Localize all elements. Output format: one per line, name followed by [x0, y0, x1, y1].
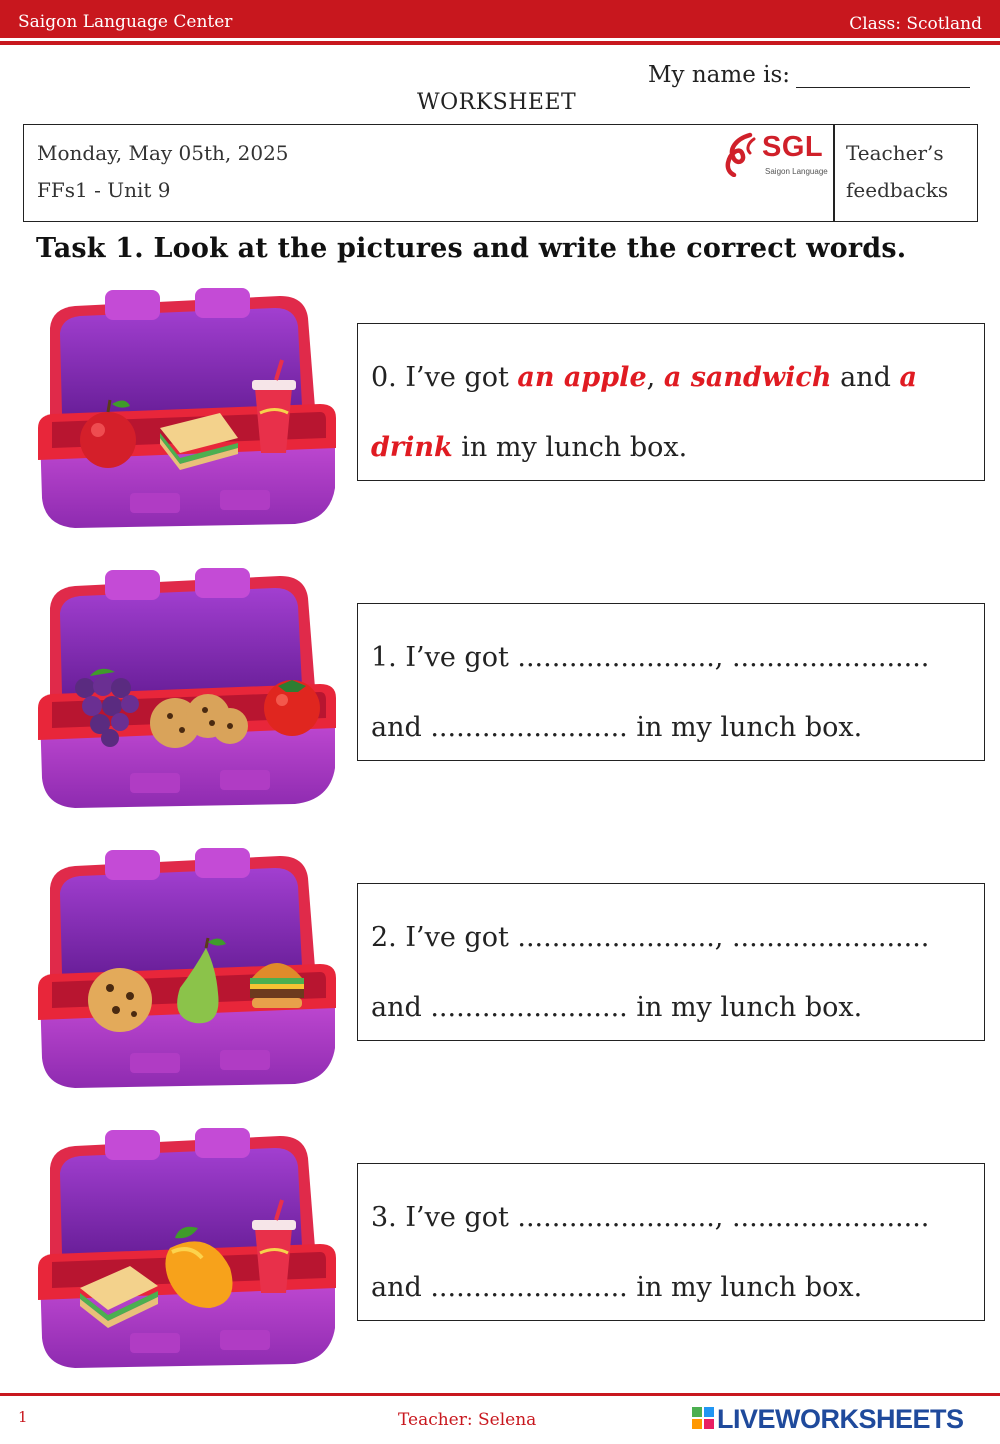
- sentence-line-1b[interactable]: and ....................... in my lunch box.: [371, 712, 863, 743]
- name-label: My name is:: [648, 62, 791, 88]
- cookie-icon: [88, 968, 152, 1032]
- liveworksheets-text: LIVEWORKSHEETS: [717, 1404, 964, 1434]
- date-text: Monday, May 05th, 2025: [37, 141, 289, 165]
- name-input-line[interactable]: [796, 64, 970, 88]
- answer-box-2: [357, 883, 985, 1041]
- name-field: [648, 62, 970, 88]
- connector: and: [840, 362, 891, 393]
- answer-box-0: [357, 323, 985, 481]
- unit-text: FFs1 - Unit 9: [37, 178, 171, 202]
- connector: in my lunch box.: [461, 432, 688, 463]
- task-title: Task 1. Look at the pictures and write the correct words.: [36, 233, 907, 264]
- answer-box-3: [357, 1163, 985, 1321]
- sgl-logo: [720, 129, 830, 177]
- center-name: Saigon Language Center: [18, 12, 233, 32]
- teacher-name: Teacher: Selena: [398, 1410, 537, 1430]
- header-divider: [0, 41, 1000, 45]
- sentence-line-0a: [371, 362, 917, 393]
- answer-word: an apple: [517, 362, 647, 393]
- sentence-line-2a: [371, 922, 929, 953]
- sentence-prefix: I’ve got: [405, 362, 509, 393]
- sentence-line-3a: [371, 1202, 929, 1233]
- class-label: Class: Scotland: [849, 14, 982, 34]
- page-number: 1: [18, 1408, 28, 1426]
- info-box: [23, 124, 978, 222]
- tomato-icon: [264, 680, 320, 736]
- item-number: 3.: [371, 1202, 397, 1233]
- answer-word: drink: [371, 432, 453, 463]
- info-divider: [833, 125, 835, 221]
- header-bar: [0, 0, 1000, 38]
- worksheet-title: WORKSHEET: [417, 90, 577, 115]
- lunchbox-picture-1: [30, 568, 345, 813]
- footer-divider: [0, 1393, 1000, 1396]
- answer-box-1: [357, 603, 985, 761]
- sentence-line-0b: [371, 432, 687, 463]
- answer-word: a sandwich: [663, 362, 832, 393]
- connector: ,: [646, 362, 656, 393]
- sentence-line-2b[interactable]: and ....................... in my lunch box.: [371, 992, 863, 1023]
- item-number: 0.: [371, 362, 397, 393]
- fill-in-line[interactable]: I’ve got ......................., .......................: [405, 922, 930, 953]
- feedback-label-line2: feedbacks: [846, 178, 949, 202]
- item-number: 1.: [371, 642, 397, 673]
- liveworksheets-logo[interactable]: [692, 1404, 992, 1434]
- fill-in-line[interactable]: I’ve got ......................., .......................: [405, 642, 930, 673]
- feedback-label-line1: Teacher’s: [846, 141, 944, 165]
- lunchbox-picture-3: [30, 1128, 345, 1373]
- liveworksheets-grid-icon: [692, 1407, 714, 1429]
- item-number: 2.: [371, 922, 397, 953]
- logo-subtext: Saigon Language: [765, 167, 828, 176]
- logo-text: SGL: [762, 131, 824, 163]
- answer-word: a: [899, 362, 917, 393]
- sgl-swirl-icon: [720, 129, 764, 177]
- sentence-line-1a: [371, 642, 929, 673]
- lunchbox-picture-0: [30, 288, 345, 533]
- sentence-line-3b[interactable]: and ....................... in my lunch box.: [371, 1272, 863, 1303]
- lunchbox-picture-2: [30, 848, 345, 1093]
- fill-in-line[interactable]: I’ve got ......................., .......................: [405, 1202, 930, 1233]
